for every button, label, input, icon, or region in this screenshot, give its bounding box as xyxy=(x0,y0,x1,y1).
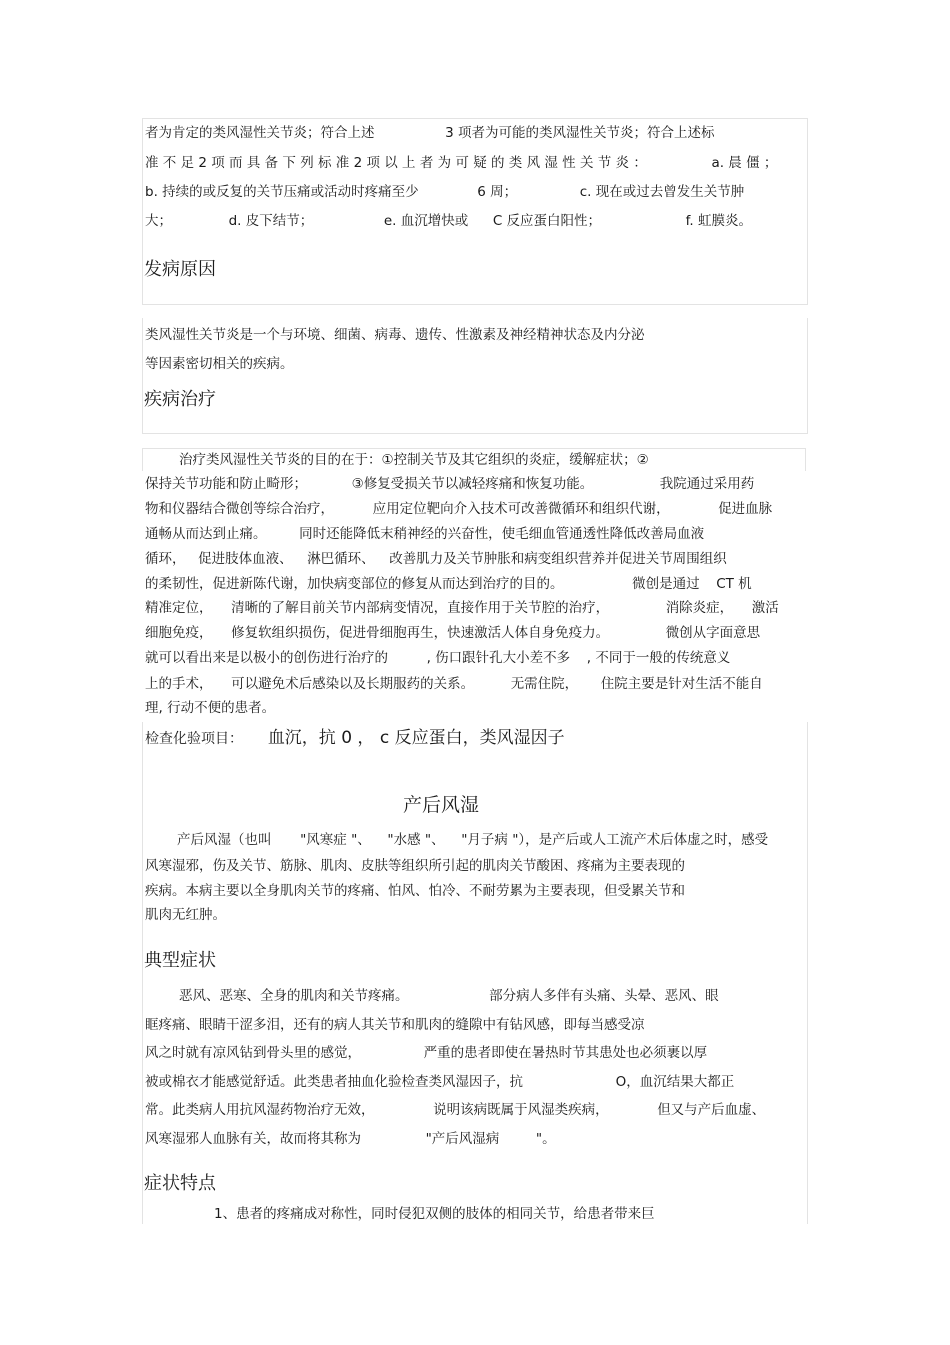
treatment-line-8: 细胞免疫， 修复软组织损伤，促进骨细胞再生，快速激活人体自身免疫力。 微创从字面意思 xyxy=(145,625,761,641)
treatment-heading: 疾病治疗 xyxy=(144,389,216,410)
treatment-line-11: 理, 行动不便的患者。 xyxy=(145,700,276,716)
postpartum-line-1: 产后风湿（也叫 "风寒症 "、 "水感 "、 "月子病 "），是产后或人工流产术后体虚之时，感受 xyxy=(177,832,769,848)
treatment-line-3: 物和仪器结合微创等综合治疗， 应用定位靶向介入技术可改善微循环和组织代谢， 促进血脉 xyxy=(145,501,773,517)
treatment-line-10: 上的手术， 可以避免术后感染以及长期服药的关系。 无需住院， 住院主要是针对生活不能自 xyxy=(145,676,763,692)
postpartum-line-4: 肌肉无红肿。 xyxy=(145,907,226,923)
symptoms-line-5: 常。此类病人用抗风湿药物治疗无效， 说明该病既属于风湿类疾病， 但又与产后血虚、 xyxy=(145,1102,766,1118)
treatment-line-1: 治疗类风湿性关节炎的目的在于：①控制关节及其它组织的炎症，缓解症状；② xyxy=(179,452,649,468)
symptoms-line-1: 恶风、恶寒、全身的肌肉和关节疼痛。 部分病人多伴有头痛、头晕、恶风、眼 xyxy=(179,988,719,1004)
tests-value: 血沉，抗 0 ， c 反应蛋白，类风湿因子 xyxy=(267,728,565,748)
treatment-line-5: 循环， 促进肢体血液、 淋巴循环、 改善肌力及关节肿胀和病变组织营养并促进关节周围组织 xyxy=(145,551,727,567)
symptoms-line-3: 风之时就有凉风钻到骨头里的感觉， 严重的患者即使在暑热时节其患处也必须裹以厚 xyxy=(145,1045,708,1061)
postpartum-line-2: 风寒湿邪，伤及关节、筋脉、肌肉、皮肤等组织所引起的肌肉关节酸困、疼痛为主要表现的 xyxy=(145,858,685,874)
symptoms-line-2: 眶疼痛、眼睛干涩多泪，还有的病人其关节和肌肉的缝隙中有钻风感，即每当感受凉 xyxy=(145,1017,645,1033)
cause-line-2: 等因素密切相关的疾病。 xyxy=(145,356,294,372)
features-heading: 症状特点 xyxy=(144,1173,216,1194)
cause-heading: 发病原因 xyxy=(144,259,216,280)
symptoms-line-6: 风寒湿邪人血脉有关，故而将其称为 "产后风湿病 "。 xyxy=(145,1131,556,1147)
treatment-line-7: 精准定位， 清晰的了解目前关节内部病变情况，直接作用于关节腔的治疗， 消除炎症， 激活 xyxy=(145,600,779,616)
criteria-line-2: 准 不 足 2 项 而 具 备 下 列 标 准 2 项 以 上 者 为 可 疑 的 类 风 湿 性 关 节 炎 ： a. 晨 僵 ； xyxy=(145,155,778,171)
treatment-line-4: 通畅从而达到止痛。 同时还能降低末稍神经的兴奋性，使毛细血管通透性降低改善局血液 xyxy=(145,526,705,542)
symptoms-heading: 典型症状 xyxy=(144,950,216,971)
criteria-line-1: 者为肯定的类风湿性关节炎；符合上述 3 项者为可能的类风湿性关节炎；符合上述标 xyxy=(145,125,715,141)
postpartum-title: 产后风湿 xyxy=(403,794,480,816)
criteria-line-4: 大； d. 皮下结节； e. 血沉增快或 C 反应蛋白阳性； f. 虹膜炎。 xyxy=(145,213,752,229)
treatment-line-2: 保持关节功能和防止畸形； ③修复受损关节以减轻疼痛和恢复功能。 我院通过采用药 xyxy=(145,476,755,492)
tests-line xyxy=(145,727,565,750)
tests-label: 检查化验项目： xyxy=(145,731,243,747)
features-line-1: 1、患者的疼痛成对称性，同时侵犯双侧的肢体的相同关节，给患者带来巨 xyxy=(214,1206,655,1222)
criteria-line-3: b. 持续的或反复的关节压痛或活动时疼痛至少 6 周； c. 现在或过去曾发生关节肿 xyxy=(145,184,745,200)
treatment-line-9: 就可以看出来是以极小的创伤进行治疗的 , 伤口跟针孔大小差不多 , 不同于一般的传统意义 xyxy=(145,650,731,666)
treatment-line-6: 的柔韧性，促进新陈代谢，加快病变部位的修复从而达到治疗的目的。 微创是通过 CT 机 xyxy=(145,576,752,592)
postpartum-line-3: 疾病。本病主要以全身肌肉关节的疼痛、怕风、怕冷、不耐劳累为主要表现，但受累关节和 xyxy=(145,883,685,899)
symptoms-line-4: 被或棉衣才能感觉舒适。此类患者抽血化验检查类风湿因子，抗 O，血沉结果大都正 xyxy=(145,1074,735,1090)
cause-line-1: 类风湿性关节炎是一个与环境、细菌、病毒、遗传、性激素及神经精神状态及内分泌 xyxy=(145,327,645,343)
